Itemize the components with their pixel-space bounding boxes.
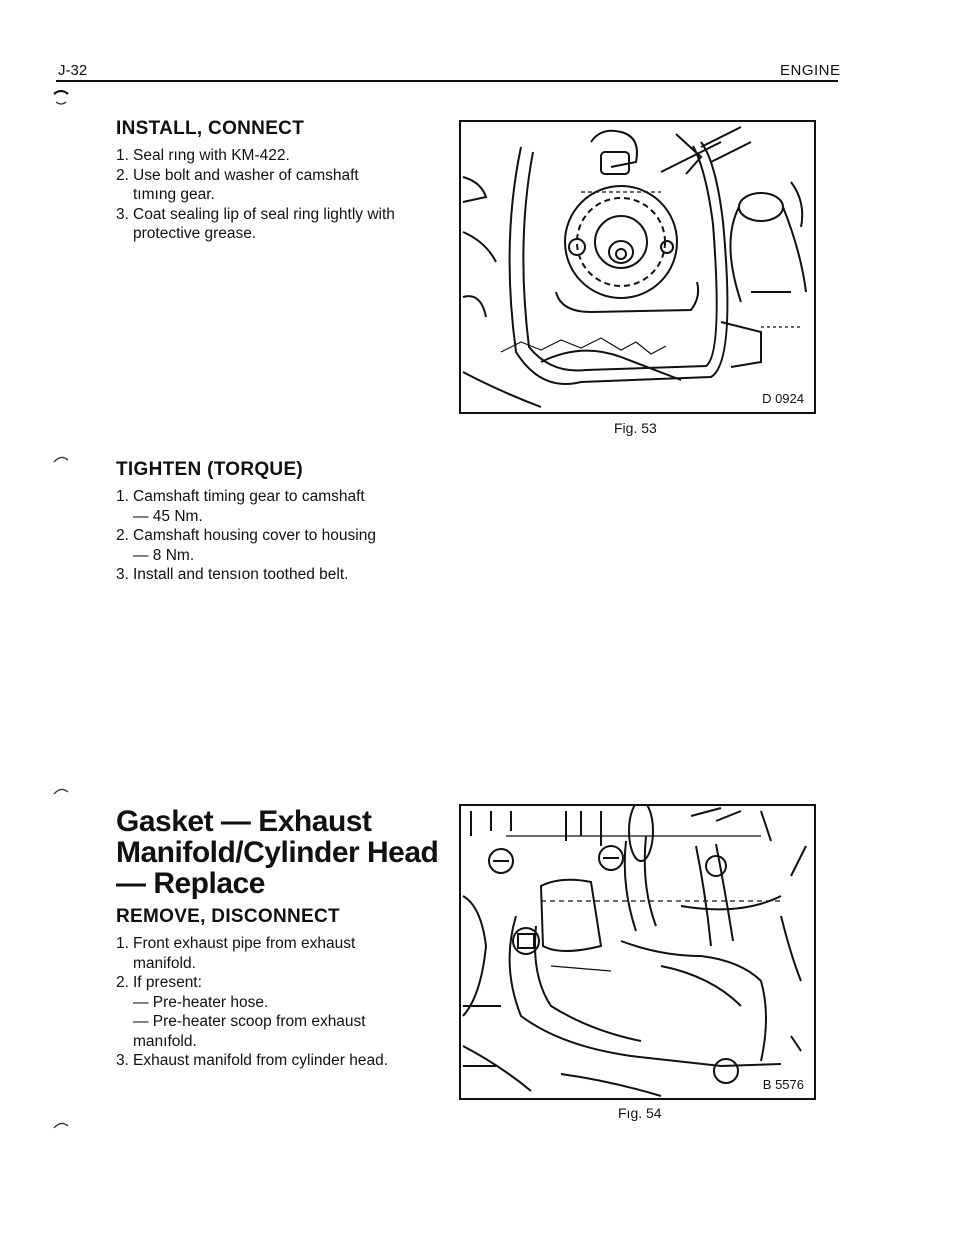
step-text: Seal rıng with KM-422. (133, 147, 290, 164)
step-subtext: — Pre-heater scoop from exhaust manıfold. (133, 1013, 366, 1050)
list-item (116, 565, 406, 585)
margin-mark (50, 450, 72, 472)
step-subtext: — Pre-heater hose. (133, 993, 269, 1011)
camshaft-gear-drawing (461, 122, 814, 412)
step-text: Camshaft housing cover to housing (133, 527, 376, 544)
running-header: ENGINE (780, 62, 841, 79)
figure-53-caption: Fig. 53 (614, 420, 657, 436)
step-text: Use bolt and washer of camshaft tımıng gear. (133, 166, 359, 203)
section-heading-remove-disconnect: REMOVE, DISCONNECT (116, 906, 340, 927)
exhaust-manifold-drawing (461, 806, 814, 1098)
figure-54-caption: Fıg. 54 (618, 1105, 662, 1121)
figure-53-code: D 0924 (762, 391, 804, 406)
step-number: 1. (116, 935, 129, 952)
step-number: 2. (116, 974, 129, 991)
step-text: Front exhaust pipe from exhaust manifold. (133, 935, 356, 972)
step-text: If present: (133, 974, 202, 991)
section-heading-tighten-torque: TIGHTEN (TORQUE) (116, 459, 304, 480)
step-number: 2. (116, 166, 129, 184)
tighten-steps (116, 487, 406, 585)
step-text: Coat sealing lip of seal ring lightly with protective grease. (133, 205, 395, 242)
figure-54-code: B 5576 (762, 1077, 804, 1092)
list-item (116, 166, 406, 205)
list-item (116, 526, 406, 565)
step-text: Camshaft timing gear to camshaft (133, 488, 365, 505)
list-item (116, 205, 406, 244)
list-item (116, 934, 406, 973)
step-number: 2. (116, 527, 129, 544)
step-number: 3. (116, 1052, 129, 1069)
step-number: 3. (116, 566, 129, 583)
install-steps (116, 146, 406, 244)
figure-53-illustration (459, 120, 816, 414)
step-text: Install and tensıon toothed belt. (133, 566, 349, 583)
page-number: J-32 (58, 62, 88, 79)
header-rule (56, 80, 838, 82)
step-number: 3. (116, 205, 129, 223)
step-number: 1. (116, 488, 129, 505)
figure-54-illustration (459, 804, 816, 1100)
remove-steps (116, 934, 406, 1071)
list-item (116, 146, 406, 166)
margin-mark (50, 88, 72, 110)
list-item (116, 487, 406, 526)
list-item (116, 973, 406, 1051)
step-text: Exhaust manifold from cylinder head. (133, 1052, 389, 1069)
step-number: 1. (116, 147, 129, 164)
step-subtext: — 8 Nm. (133, 546, 195, 564)
margin-mark (50, 782, 72, 804)
section-heading-install-connect: INSTALL, CONNECT (116, 118, 305, 139)
margin-mark (50, 1116, 72, 1138)
list-item (116, 1051, 406, 1071)
step-subtext: — 45 Nm. (133, 507, 203, 525)
section-title-gasket-replace: Gasket — Exhaust Manifold/Cylinder Head — Replace (116, 805, 439, 900)
